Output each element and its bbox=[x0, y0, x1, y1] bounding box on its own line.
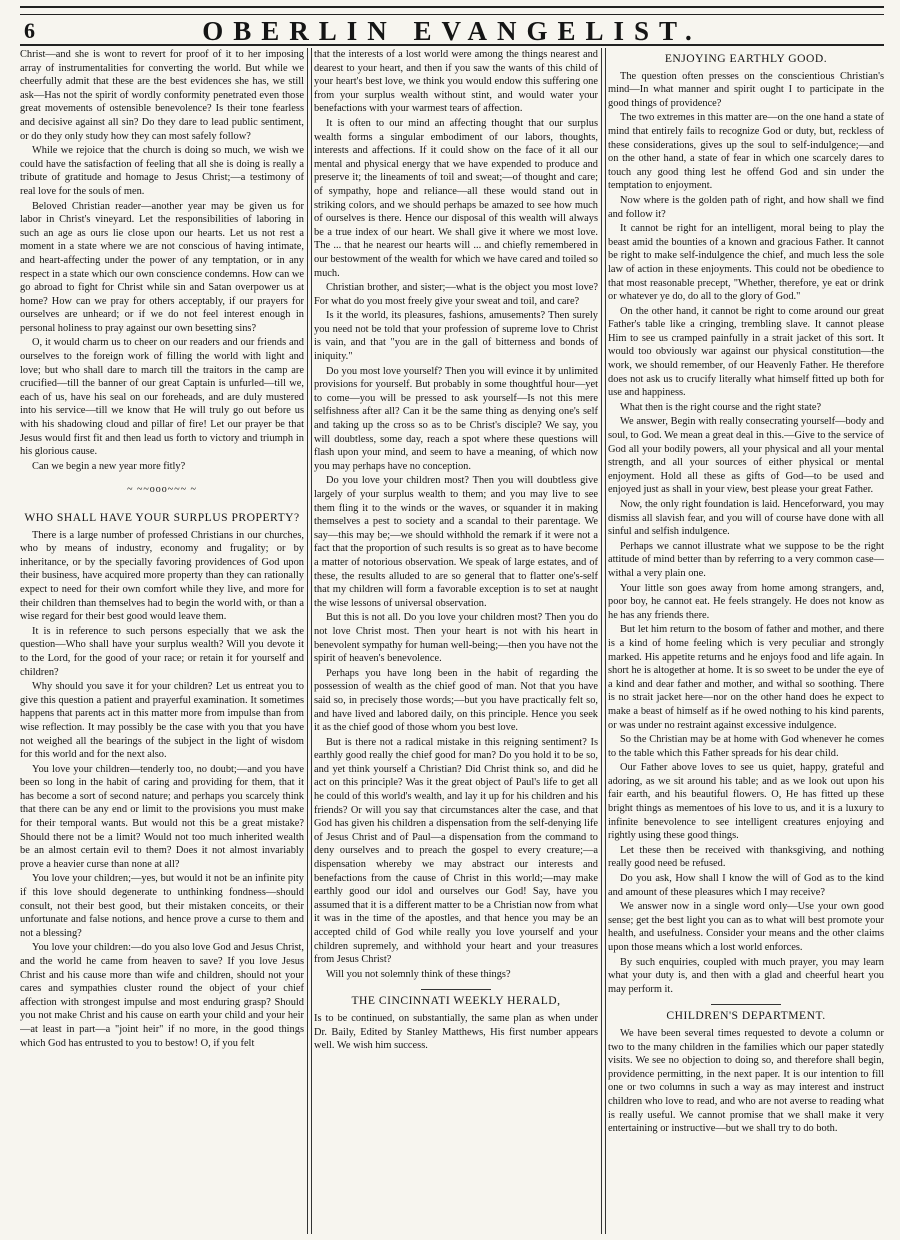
section-rule bbox=[711, 1004, 781, 1005]
paragraph: Is to be continued, on substantially, the same plan as when under Dr. Baily, Edited by Stanley Matthews, His first number appears well. We wish him success. bbox=[314, 1012, 598, 1052]
paragraph: So the Christian may be at home with God whenever he comes to the table which this Father spreads for his dear child. bbox=[608, 734, 884, 759]
section-ornament: ~ ~~ooo~~~ ~ bbox=[127, 484, 197, 496]
newspaper-page bbox=[20, 6, 884, 1234]
paragraph: Why should you save it for your children? Let us entreat you to give this question a patient and prayerful examination. It sometimes happens that parents act in this matter more from impulse than from wise reflection. It may possibly be the case with you that you have not weighed all the bearings of the subject in the light of wisdom for this world and for the next also. bbox=[20, 681, 304, 761]
paragraph: By such enquiries, coupled with much prayer, you may learn what your duty is, and then with a glad and cheerful heart you may perform it. bbox=[608, 956, 884, 995]
paragraph: It is often to our mind an affecting thought that our surplus wealth forms a singular embodiment of our labors, thoughts, interests and affections. If it could show on the face of it all our mental and physical energy that we have expended to produce and preserve it; the lineaments of toil and sweat;—of thought and care; of sympathy, hope and reliance—all these would stand out in striking colors, and we should perhaps be amazed to see how much of ourselves is there. Hence our disposal of this wealth will always be a true index of our heart. We shall give it where we most love. The ... that he nearest our hearts will ... and chiefly remembered in our bestowment of the wealth for which we have cared and toiled so much. bbox=[314, 117, 598, 279]
paragraph: Christian brother, and sister;—what is the object you most love? For what do you most freely give your sweat and toil, and care? bbox=[314, 282, 598, 307]
paragraph: You love your children;—yes, but would it not be an infinite pity if this love should degenerate to unthinking fondness—should consult, not their best good, but their mistaken conceits, or their unfortunate and false notions, and hence prove a curse to them and not a blessing? bbox=[20, 873, 304, 939]
paragraph: Now, the only right foundation is laid. Henceforward, you may dismiss all slavish fear, and you will of course have done with all sinful and selfish indulgence. bbox=[608, 499, 884, 538]
article-heading-earthly-good: ENJOYING EARTHLY GOOD. bbox=[664, 52, 828, 65]
column-3 bbox=[608, 48, 884, 1234]
masthead bbox=[20, 14, 884, 46]
paragraph: There is a large number of professed Christians in our churches, who by means of industry, economy and frugality; or by inheritance, or by the specially favoring providences of God upon their business, have acquired more property than they can rationally expect to need for their own comfort while they live, and more for their children than themselves had to begin the world with, or than a wise regard for their best good would leave them. bbox=[20, 529, 304, 623]
paragraph: You love your children—tenderly too, no doubt;—and you have been so long in the habit of caring and providing for them, that it has become a sort of second nature; and perhaps you scarcely think that there can be any end or limit to the provisions you must make for their temporal wants. But would not this be a great mistake? Should there not be a limit? Would not too much inherited wealth be an almost certain evil to them? Does it not almost invariably prove a heavier curse than none at all? bbox=[20, 763, 304, 870]
paragraph: It cannot be right for an intelligent, moral being to play the beast amid the bounties of a known and gracious Father. It cannot be right to make self-indulgence the chief, and much less the sole law of action in these enjoyments. This could not be obedience to that most reasonable precept, "Whether, therefore, ye eat or drink or whatever ye do, do all to the glory of God." bbox=[608, 223, 884, 303]
paragraph: Do you love your children most? Then you will doubtless give largely of your surplus wealth to them; and you may live to see them fling it to the winds or the waves, or squander it in making themselves a pest to society and a scandal to their parentage. We say—this may be;—we should withhold the remark if it were not a fact that the proportion of such results is so great as to have become a matter of notorious observation. We speak of large estates, and of these, the results alluded to are so general that to flatter one's-self that my children will form a favorable exception is to set at naught the wise lessons of universal observation. bbox=[314, 475, 598, 609]
paragraph: Christ—and she is wont to revert for proof of it to her imposing array of instrumentalities for converting the world. But while we cheerfully admit that these are the best evidences she has, we still ask—Has not the spirit of wordly conformity penetrated even those great movements of ostensible benevolence? Is their tone fearless and decisive against all sin? Do they dare to lead public sentiment, or do they only study how they can most safely follow? bbox=[20, 49, 304, 142]
paragraph: that the interests of a lost world were among the things nearest and dearest to your heart, and then if you saw the wants of this child of your heart's best love, we think you would endow this suffering one from your surplus wealth without stint, and would water your benefactions with your warmest tears of affection. bbox=[314, 49, 598, 115]
article-heading-surplus: WHO SHALL HAVE YOUR SURPLUS PROPERTY? bbox=[24, 511, 300, 524]
paragraph: The two extremes in this matter are—on the one hand a state of mind that entirely fails to recognize God or duty, but, reckless of these considerations, gives up the soul to self-indulgence;—and on the other hand, a state of fear in which one scarcely dares to touch any good thing lest he offend God and sin under the temptation to enjoyment. bbox=[608, 112, 884, 192]
paragraph: What then is the right course and the right state? bbox=[620, 401, 822, 413]
paragraph: On the other hand, it cannot be right to come around our great Father's table like a cringing, trembling slave. It cannot please Him to see us cramped painfully in a strait jacket of this sort. It would too obviously war against our physical constitution—the work, we should remember, of our Heavenly Father. He therefore does not ask us to crucify literally what himself fitted up both for use and happiness. bbox=[608, 305, 884, 399]
paragraph: We have been several times requested to devote a column or two to the many children in the families which our paper statedly visits. We see no objection to doing so, and therefore shall begin, providence permitting, in the next paper. It is our intention to fill one or two columns in such a way as may interest and instruct children who love to read, and who are not averse to reading what is really useful. We cannot promise that we shall make it very entertaining or instructive—but we shall try to do both. bbox=[608, 1027, 884, 1135]
paragraph: Your little son goes away from home among strangers, and, poor boy, he cannot eat. He feels strangely. He does not know as he has any friends there. bbox=[608, 582, 884, 621]
paragraph: While we rejoice that the church is doing so much, we wish we could have the satisfaction of feeling that all she is doing is really a tribute of gratitude and homage to Jesus Christ;—a testimony of real love for the souls of men. bbox=[20, 145, 304, 197]
paragraph: The question often presses on the conscientious Christian's mind—In what manner and spirit ought I to participate in the good things of providence? bbox=[608, 70, 884, 109]
page-number: 6 bbox=[24, 18, 35, 43]
paragraph: Let these then be received with thanksgiving, and nothing really good need be refused. bbox=[608, 844, 884, 870]
paragraph: You love your children:—do you also love God and Jesus Christ, and the world he came from heaven to save? If you love Jesus Christ and his cause more than wife and children, should not your cares and sympathies cluster round the object of your chief affection with strongest impulse and most enduring grasp? Should you not make Christ and his cause on earth your child and your heir—at least in part—a "joint heir" if no more, in the good things which God has entrusted to you to bestow! O, if you felt bbox=[20, 942, 304, 1049]
column-divider bbox=[307, 48, 312, 1234]
article-heading-children: CHILDREN'S DEPARTMENT. bbox=[666, 1009, 826, 1023]
paragraph: O, it would charm us to cheer on our readers and our friends and ourselves to the foreign work of filling the world with light and love; but who shall dare to march till the traitors in the camp are crucified—till the banner of our great Captain is unfurled—till we, each of us, have his seal on our foreheads, and are duly mustered into his service—till we know that He will truly go out before us with his shadowing cloud and pillar of fire! Let our prayer be that Jesus would first fit and then lead us forth to victory and triumph in his glorious cause. bbox=[20, 337, 304, 458]
article-heading-herald: THE CINCINNATI WEEKLY HERALD, bbox=[351, 994, 561, 1008]
paragraph: Our Father above loves to see us quiet, happy, grateful and adoring, as we sit around his table; and as we look out upon his fair earth, and his beautiful flowers. O, He has fitted up these bright things as mementoes of his love to us, and it is a luxury to infinite benevolence to see intelligent creatures enjoying and rightly using these good things. bbox=[608, 762, 884, 842]
paragraph: But this is not all. Do you love your children most? Then you do not love Christ most. Then your heart is not with his heart in benevolent sympathy for human well-being;—then you have not the spirit of heaven's benevolence. bbox=[314, 612, 598, 665]
section-rule bbox=[421, 989, 491, 990]
paragraph: Is it the world, its pleasures, fashions, amusements? Then surely you need not be told that your profession of supreme love to Christ is vain, and that "you are in the gall of bitterness and bonds of iniquity." bbox=[314, 310, 598, 363]
paragraph: We answer now in a single word only—Use your own good sense; get the best light you can as to what will best promote your health, and usefulness. Consider your means and the other claims upon those means which a lost world enforces. bbox=[608, 901, 884, 953]
paragraph: Beloved Christian reader—another year may be given us for labor in Christ's vineyard. Let the responsibilities of laboring in such an age as ours lie close upon our hearts. Let us not rest a moment in a state where we are not conscious of having intimate, and heart-affecting under the power of any temptation, or in any respect in a state which our own conscience condemns. How can we go abroad to fight for Christ while sin and Satan overpower us at home? How can we pray for others acceptably, if our prayers for ourselves are unheard; or if we do not feel interest enough in personal holiness to pray against our own besetting sins? bbox=[20, 200, 304, 334]
newspaper-title: OBERLIN EVANGELIST. bbox=[202, 16, 702, 46]
paragraph: Perhaps you have long been in the habit of regarding the possession of wealth as the chief good of man. Not that you have said so, in precisely those words;—but you have practically felt so, and have lived and labored daily, on this principle. Hence you seek it as the chief good of those whom you best love. bbox=[314, 667, 598, 734]
paragraph: Now where is the golden path of right, and how shall we find and follow it? bbox=[608, 194, 884, 220]
column-1 bbox=[20, 48, 304, 1234]
paragraph: Perhaps we cannot illustrate what we suppose to be the right attitude of mind better than by referring to a very common case—withal a very plain one. bbox=[608, 540, 884, 579]
paragraph: Do you most love yourself? Then you will evince it by unlimited provisions for yourself. But probably in some thoughtful hour—yet to come—you will be pressed to ask yourself—Is not this mere selfishness after all? Can it be the same thing as denying one's self and taking up the cross so as to be Christ's disciple? We say, you will doubtless, some day, reach a spot where these questions will flash upon your mind, and seem to have a meaning, of which now you may perhaps have no conception. bbox=[314, 365, 598, 472]
herald-notice bbox=[314, 1012, 598, 1053]
paragraph: Do you ask, How shall I know the will of God as to the kind and amount of these pleasures which I may receive? bbox=[608, 873, 884, 898]
paragraph: It is in reference to such persons especially that we ask the question—Who shall have your surplus wealth? Will you devote it to the Lord, for the good of your race; or retain it for yourself and children? bbox=[20, 625, 304, 678]
column-2 bbox=[314, 48, 598, 1234]
paragraph: But let him return to the bosom of father and mother, and there is a kind of home feeling which is very peculiar and strongly marked. His appetite returns and he enjoys food and life again. In short he is altogether at home. It is so sweet to be under the eye of a kind and dear father and mother, and withal so soothing. There is no strait jacket here—nor on the other hand does he expect to make a beast of himself as if he owed nothing to his kind parents, or was under no restraint against excessive indulgence. bbox=[608, 624, 884, 731]
columns bbox=[20, 48, 884, 1234]
paragraph: Can we begin a new year more fitly? bbox=[32, 460, 186, 472]
paragraph: Will you not solemnly think of these things? bbox=[326, 968, 511, 980]
paragraph: But is there not a radical mistake in this reigning sentiment? Is earthly good really the chief good for man? Do you hold it to be so, and yet think yourself a Christian? Did Christ think so, and did he act on this principle? Was it the great object of Paul's life to get all he could of this world's wealth, and lay it up for his children and his friends? Or will you say that circumstances alter the case, and that God has given his children a dispensation from the self-denying life of Jesus Christ and of Paul—a dispensation from the command to deny ourselves and to preach the gospel to every creature;—a dispensation whereby we may abstract our interests and benefactions from the cause of Christ in this world;—may make earthly good our idol and ourselves our God! Say, have you assumed that it is a different matter to be a Christian now from what it was in the time of the apostles, and that hence you may be an accepted child of God while really you love yourself and your children supremely, and withhold your heart and your treasures from Jesus Christ? bbox=[314, 736, 598, 966]
paragraph: We answer, Begin with really consecrating yourself—body and soul, to God. We mean a great deal in this.—Give to the service of God all your bodily powers, all your physical and all your mental strength, and all your sources of either physical or mental enjoyment. Hold all these as gifts of God—to be used and enjoyed just as shall in your view, best please your great Father. bbox=[608, 416, 884, 496]
column-divider bbox=[601, 48, 606, 1234]
